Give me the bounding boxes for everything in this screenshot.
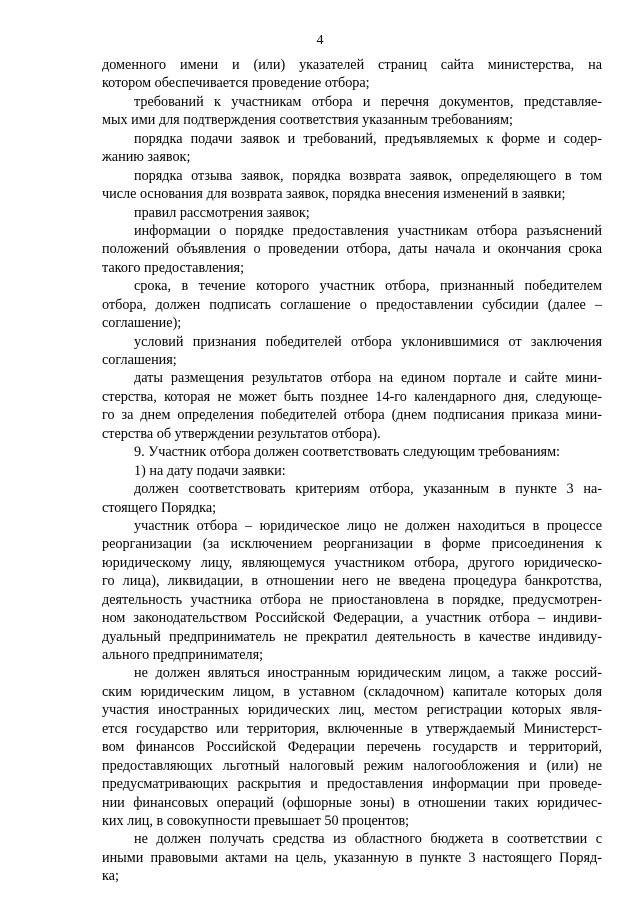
text-line: предоставляющих льготный налоговый режим налогообложения и (или) не xyxy=(102,757,602,774)
text-line: го лица), ликвидации, в отношении него не введена процедура банкротства, xyxy=(102,573,602,590)
text-line: жанию заявок; xyxy=(102,149,191,166)
text-line: стоящего Порядка; xyxy=(102,499,217,516)
page-number: 4 xyxy=(316,33,324,48)
text-line: требований к участникам отбора и перечня документов, представляе- xyxy=(134,93,602,110)
text-line: условий признания победителей отбора уклонившимися от заключения xyxy=(134,333,602,350)
text-line: предусматривающих раскрытия и предоставления информации при проведе- xyxy=(102,776,602,793)
text-line: отбора, должен подписать соглашение о предоставлении субсидии (далее – xyxy=(102,296,602,313)
text-line: порядка отзыва заявок, порядка возврата заявок, определяющего в том xyxy=(134,167,602,184)
text-line: соглашения; xyxy=(102,352,177,368)
text-line: стерства об утверждении результатов отбора). xyxy=(102,425,381,442)
text-line: мых ими для подтверждения соответствия указанным требованиям; xyxy=(102,112,513,129)
text-line: должен соответствовать критериям отбора, указанным в пункте 3 на- xyxy=(134,481,602,498)
text-line: не должен являться иностранным юридическим лицом, а также россий- xyxy=(134,665,602,682)
text-line: ка; xyxy=(102,868,119,885)
text-line: участия иностранных юридических лиц, местом регистрации которых явля- xyxy=(102,702,602,719)
text-line: иными правовыми актами на цель, указанную в пункте 3 настоящего Поряд- xyxy=(102,849,602,866)
body-text xyxy=(102,56,602,886)
text-line: ких лиц, в совокупности превышает 50 процентов; xyxy=(102,812,410,829)
text-line: не должен получать средства из областного бюджета в соответствии с xyxy=(134,831,602,848)
text-line: числе основания для возврата заявок, порядка внесения изменений в заявки; xyxy=(102,186,566,203)
text-line: правил рассмотрения заявок; xyxy=(134,204,310,221)
text-line: ального предпринимателя; xyxy=(102,647,264,663)
text-line: нии финансовых операций (офшорные зоны) в отношении таких юридичес- xyxy=(102,794,602,811)
text-line: дуальный предприниматель не прекратил деятельность в качестве индивиду- xyxy=(102,628,602,645)
text-line: информации о порядке предоставления участникам отбора разъяснений xyxy=(134,222,602,239)
text-line: стерства, которая не может быть позднее 14-го календарного дня, следующе- xyxy=(102,388,602,405)
text-line: положений объявления о проведении отбора, даты начала и окончания срока xyxy=(102,241,602,258)
text-line: 1) на дату подачи заявки: xyxy=(134,462,286,479)
text-line: котором обеспечивается проведение отбора; xyxy=(102,75,370,92)
text-line: срока, в течение которого участник отбора, признанный победителем xyxy=(134,278,602,295)
text-line: 9. Участник отбора должен соответствовать следующим требованиям: xyxy=(134,444,560,461)
text-line: вом финансов Российской Федерации перечень государств и территорий, xyxy=(102,739,602,756)
text-line: ским юридическим лицом, в уставном (складочном) капитале которых доля xyxy=(102,683,602,700)
text-line: реорганизации (за исключением реорганизации в форме присоединения к xyxy=(102,536,602,553)
text-line: порядка подачи заявок и требований, предъявляемых к форме и содер- xyxy=(134,130,602,147)
text-line: юридическому лицу, являющемуся участником отбора, другого юридическо- xyxy=(102,554,602,571)
text-line: даты размещения результатов отбора на едином портале и сайте мини- xyxy=(134,370,602,387)
text-line: ется государство или территория, включенные в утверждаемый Министерст- xyxy=(102,720,602,737)
text-line: участник отбора – юридическое лицо не должен находиться в процессе xyxy=(134,517,602,534)
text-line: ном законодательством Российской Федерации, а участник отбора – индиви- xyxy=(102,610,602,627)
text-line: деятельность участника отбора не приостановлена в порядке, предусмотрен- xyxy=(102,591,602,608)
text-line: доменного имени и (или) указателей страниц сайта министерства, на xyxy=(102,57,602,73)
text-line: такого предоставления; xyxy=(102,259,245,276)
text-line: соглашение); xyxy=(102,315,182,332)
text-line: го за днем определения победителей отбора (днем подписания приказа мини- xyxy=(102,407,602,424)
